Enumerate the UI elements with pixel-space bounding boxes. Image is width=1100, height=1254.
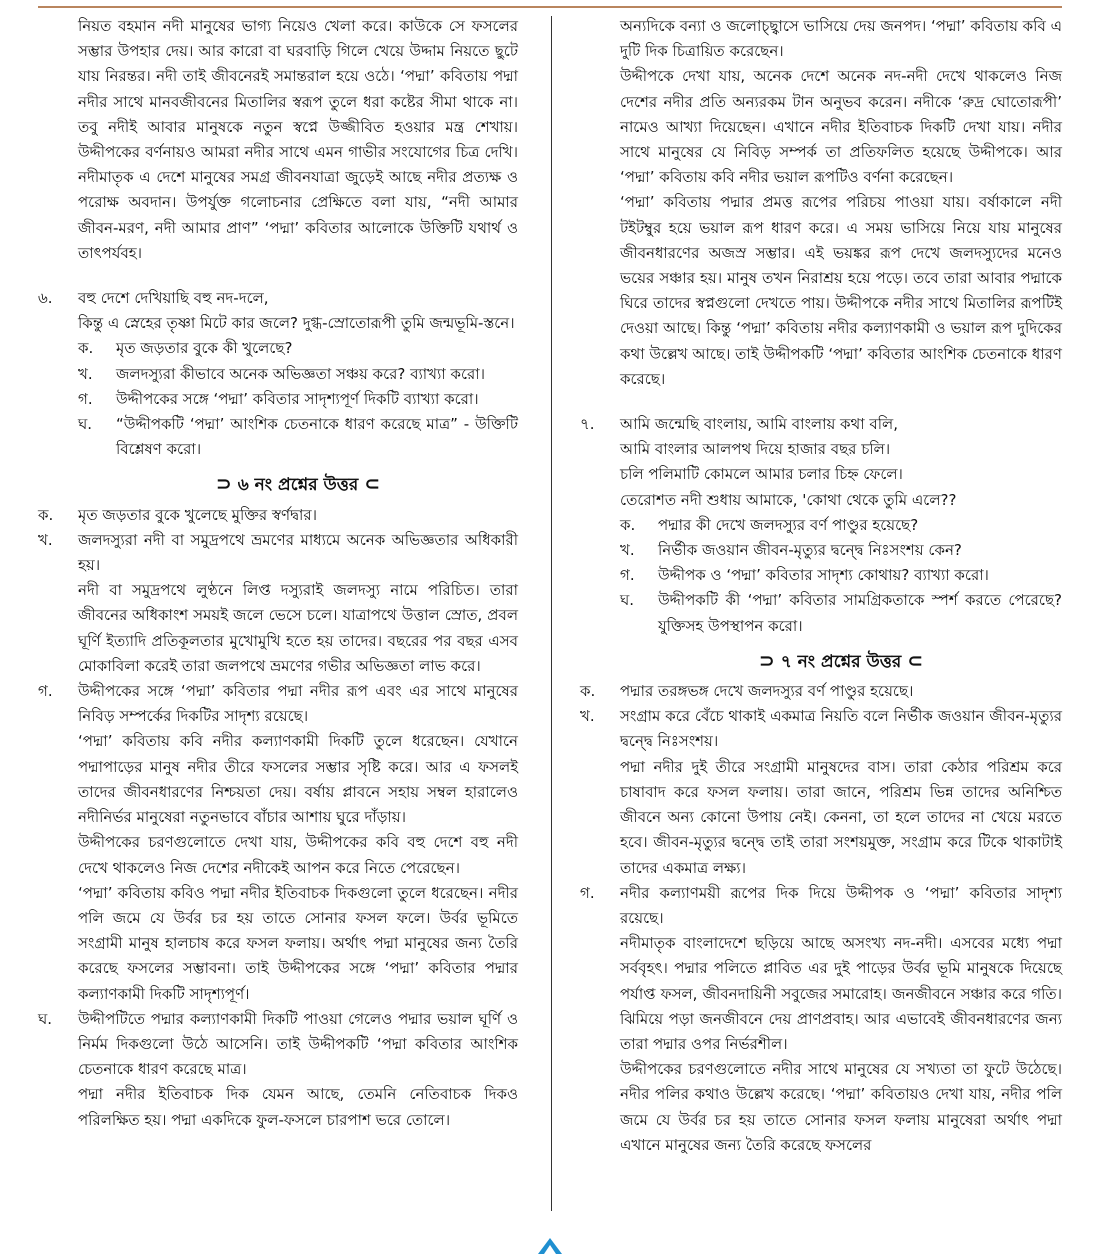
answer-ga <box>580 881 1062 1158</box>
question-7 <box>580 412 1062 513</box>
sub-text: মৃত জড়তার বুকে কী খুলেছে? <box>116 339 293 358</box>
answer-label: ক. <box>580 682 596 701</box>
sub-question <box>38 387 518 412</box>
left-bracket-icon: ⊃ <box>758 649 775 672</box>
answer-paragraph: ‘পদ্মা’ কবিতায় কবি নদীর কল্যাণকামী দিকটি তুলে ধরেছেন। যেখানে পদ্মাপাড়ের মানুষ নদীর তীরে ফসলের সম্ভার সৃষ্টি করে। আর এ ফসলই তাদের জীবনধারণের নিশ্চয়তা দেয়। বর্ষায় প্লাবনে সহায় সম্বল হারালেও নদীনির্ভর মানুষেরা নতুনভাবে বাঁচার আশায় ঘুরে দাঁড়ায়। <box>78 732 518 827</box>
right-bracket-icon: ⊂ <box>364 473 381 496</box>
sub-question <box>38 362 518 387</box>
answer-paragraph: পদ্মা নদীর দুই তীরে সংগ্রামী মানুষদের বাস। তারা কেঠার পরিশ্রম করে চাষাবাদ করে ফসল ফলায়। তারা জানে, পরিশ্রম ভিন্ন তাদের অনিশ্চিত জীবনে অন্য কোনো উপায় নেই। কেননা, তা হলে তাদের না খেয়ে মরতে হবে। জীবন-মৃত্যুর দ্বন্দ্বে তাই তারা সংশয়মুক্ত, সংগ্রাম করে টিকে থাকাটাই তাদের একমাত্র লক্ষ্য। <box>620 757 1062 877</box>
left-column <box>38 14 518 1133</box>
sub-text: উদ্দীপক ও ‘পদ্মা’ কবিতার সাদৃশ্য কোথায়? ব্যাখ্যা করো। <box>658 566 989 585</box>
column-divider <box>551 16 552 1211</box>
answer-paragraph: নদী বা সমুদ্রপথে লুণ্ঠনে লিপ্ত দস্যুরাই জলদস্যু নামে পরিচিত। তারা জীবনের অধিকাংশ সময়ই জলে ভেসে চলে। যাত্রাপথে উত্তাল স্রোত, প্রবল ঘূর্ণি ইত্যাদি প্রতিকূলতার মুখোমুখি হতে হয় তাদের। বছরের পর বছর এসব মোকাবিলা করেই তারা জলপথে ভ্রমণের গভীর অভিজ্ঞতা লাভ করে। <box>78 581 518 675</box>
right-bracket-icon: ⊂ <box>907 649 924 672</box>
answer-paragraph: ‘পদ্মা’ কবিতায় পদ্মার প্রমত্ত রূপের পরিচয় পাওয়া যায়। বর্ষাকালে নদী টইটম্বুর হয়ে ভয়াল রূপ ধারণ করে। এ সময় ভাসিয়ে নিয়ে যায় মানুষের জীবনধারণের অজস্র সম্ভার। এই ভয়ঙ্কর রূপ দেখে জলদস্যুদের মনেও ভয়ের সঞ্চার হয়। মানুষ তখন নিরাশ্রয় হয়ে পড়ে। তবে তারা আবার পদ্মাকে ঘিরে তাদের স্বপ্নগুলো দেখতে পায়। উদ্দীপকে নদীর সাথে মিতালির রূপটিই দেওয়া আছে। কিন্তু ‘পদ্মা’ কবিতায় নদীর কল্যাণকামী ও ভয়াল রূপ দুদিকের কথা উল্লেখ আছে। তাই উদ্দীপকটি ‘পদ্মা’ কবিতার আংশিক চেতনাকে ধারণ করেছে। <box>620 193 1062 388</box>
answer-text: জলদস্যুরা নদী বা সমুদ্রপথে ভ্রমণের মাধ্যমে অনেক অভিজ্ঞতার অধিকারী হয়। <box>78 530 518 575</box>
sub-text: নির্ভীক জওয়ান জীবন-মৃত্যুর দ্বন্দ্বে নিঃসংশয় কেন? <box>658 541 962 560</box>
sub-label: গ. <box>78 389 93 408</box>
paragraph: নিয়ত বহমান নদী মানুষের ভাগ্য নিয়েও খেলা করে। কাউকে সে ফসলের সম্ভার উপহার দেয়। আর কারো বা ঘরবাড়ি গিলে খেয়ে উদ্দাম নিয়তে ছুটে যায় নিরন্তর। নদী তাই জীবনেরই সমান্তরাল হয়ে ওঠে। ‘পদ্মা’ কবিতায় পদ্মা নদীর সাথে মানবজীবনের মিতালির স্বরূপ তুলে ধরা কষ্টের সীমা থাকে না। তবু নদীই আবার মানুষকে নতুন স্বপ্নে উজ্জীবিত হওয়ার মন্ত্র শেখায়। উদ্দীপকের বর্ণনায়ও আমরা নদীর সাথে এমন গাভীর সংযোগের চিত্র দেখি। নদীমাতৃক এ দেশে মানুষের সমগ্র জীবনযাত্রা জুড়েই আছে নদীর প্রত্যক্ষ ও পরোক্ষ অবদান। উপর্যুক্ত গলোচনার প্রেক্ষিতে বলা যায়, “নদী আমার জীবন-মরণ, নদী আমার প্রাণ” ‘পদ্মা’ কবিতার আলোকে উক্তিটি যথার্থ ও তাৎপর্যবহ। <box>78 17 518 262</box>
answer-ka <box>580 679 1062 704</box>
sub-question <box>580 513 1062 538</box>
answer-text: নদীর কল্যাণময়ী রূপের দিক দিয়ে উদ্দীপক ও ‘পদ্মা’ কবিতার সাদৃশ্য রয়েছে। <box>620 883 1062 927</box>
publisher-logo-icon <box>536 1236 564 1254</box>
sub-label: খ. <box>78 364 93 383</box>
stimulus-line: আমি বাংলার আলপথ দিয়ে হাজার বছর চলি। <box>620 440 891 459</box>
answer-label: ঘ. <box>38 1009 53 1028</box>
sub-question <box>580 588 1062 638</box>
answer-heading-6 <box>78 472 518 498</box>
answer-paragraph: উদ্দীপকে দেখা যায়, অনেক দেশে অনেক নদ-নদী দেখে থাকলেও নিজ দেশের নদীর প্রতি অন্যরকম টান অনুভব করেন। নদীকে ‘রুদ্র ঘোতোরূপী’ নামেও আখ্যা দিয়েছেন। এখানে নদীর ইতিবাচক দিকটি দেখা যায়। নদীর সাথে মানুষের যে নিবিড় সম্পর্ক তা প্রতিফলিত হয়েছে উদ্দীপকে। আর ‘পদ্মা’ কবিতায় কবি নদীর ভয়াল রূপটিও বর্ণনা করেছেন। <box>620 67 1062 187</box>
answer-paragraph: উদ্দীপকের চরণগুলোতে নদীর সাথে মানুষের যে সখ্যতা তা ফুটে উঠেছে। নদীর পলির কথাও উল্লেখ করেছে। ‘পদ্মা’ কবিতায়ও দেখা যায়, নদীর পলি জমে যে উর্বর চর হয় তাতে সোনার ফসল ফলায় মানুষেরা অর্থাৎ পদ্মা এখানে মানুষের জন্য তৈরি করেছে ফসলের <box>620 1060 1062 1154</box>
answer-label: গ. <box>580 883 595 902</box>
sub-text: পদ্মার কী দেখে জলদস্যুর বর্ণ পাণ্ডুর হয়েছে? <box>658 515 919 534</box>
sub-label: খ. <box>620 541 635 560</box>
question-6 <box>38 286 518 336</box>
sub-text: জলদস্যুরা কীভাবে অনেক অভিজ্ঞতা সঞ্চয় করে? ব্যাখ্যা করো। <box>116 364 485 383</box>
top-rule <box>38 6 1062 8</box>
sub-question <box>580 538 1062 563</box>
sub-label: ক. <box>620 515 636 534</box>
answer-label: ক. <box>38 505 54 524</box>
sub-question <box>38 412 518 462</box>
sub-text: “উদ্দীপকটি ‘পদ্মা’ আংশিক চেতনাকে ধারণ করেছে মাত্র” - উক্তিটি বিশ্লেষণ করো। <box>116 415 518 459</box>
answer-paragraph: ‘পদ্মা’ কবিতায় কবিও পদ্মা নদীর ইতিবাচক দিকগুলো তুলে ধরেছেন। নদীর পলি জমে যে উর্বর চর হয় তাতে সোনার ফসল ফলে। উর্বর ভূমিতে সংগ্রামী মানুষ হালচাষ করে ফসল ফলায়। অর্থাৎ পদ্মা মানুষের জন্য তৈরি করেছে ফসলের সম্ভাবনা। তাই উদ্দীপকের সঙ্গে ‘পদ্মা’ কবিতার পদ্মার কল্যাণকামী দিকটি সাদৃশ্যপূর্ণ। <box>78 883 518 1003</box>
sub-label: গ. <box>620 566 635 585</box>
sub-question <box>38 336 518 361</box>
answer-label: গ. <box>38 682 53 701</box>
sub-text: উদ্দীপকের সঙ্গে ‘পদ্মা’ কবিতার সাদৃশ্যপূর্ণ দিকটি ব্যাখ্যা করো। <box>116 389 479 408</box>
answer-paragraph: অন্যদিকে বন্যা ও জলোচ্ছ্বাসে ভাসিয়ে দেয় জনপদ। ‘পদ্মা’ কবিতায় কবি এ দুটি দিক চিত্রায়িত করেছেন। <box>620 17 1062 61</box>
sub-label: ঘ. <box>620 591 635 610</box>
answer-text: উদ্দীপটিতে পদ্মার কল্যাণকামী দিকটি পাওয়া গেলেও পদ্মার ভয়াল ঘূর্ণি ও নির্মম দিকগুলো উঠে আসেনি। তাই উদ্দীপকটি ‘পদ্মা কবিতার আংশিক চেতনাকে ধারণ করেছে মাত্র। <box>78 1009 518 1079</box>
answer-paragraph: উদ্দীপকের চরণগুলোতে দেখা যায়, উদ্দীপকের কবি বহু দেশে বহু নদী দেখে থাকলেও নিজ দেশের নদীকেই আপন করে নিতে পেরেছেন। <box>78 833 518 877</box>
answer-text: মৃত জড়তার বুকে খুলেছে মুক্তির স্বর্ণদ্বার। <box>78 505 317 524</box>
question-number: ৬. <box>38 289 53 308</box>
sub-question <box>580 563 1062 588</box>
stimulus-line: কিন্তু এ স্নেহের তৃষ্ণা মিটে কার জলে? দুগ্ধ-স্রোতোরূপী তুমি জন্মভূমি-স্তনে। <box>78 314 515 333</box>
answer-text: পদ্মার তরঙ্গভঙ্গ দেখে জলদস্যুর বর্ণ পাণ্ডুর হয়েছে। <box>620 682 914 701</box>
sub-label: ক. <box>78 339 94 358</box>
answer-kha <box>38 528 518 679</box>
answer-paragraph: নদীমাতৃক বাংলাদেশে ছড়িয়ে আছে অসংখ্য নদ-নদী। এসবের মধ্যে পদ্মা সর্ববৃহৎ। পদ্মার পলিতে প্লাবিত এর দুই পাড়ের উর্বর ভূমি মানুষকে দিয়েছে পর্যাপ্ত ফসল, জীবনদায়িনী সবুজের সমারোহ। জনজীবনে সঞ্চার করে গতি। ঝিমিয়ে পড়া জনজীবনে দেয় প্রাণপ্রবাহ। আর এভাবেই জীবনধারণের জন্য তারা পদ্মার ওপর নির্ভরশীল। <box>620 934 1062 1053</box>
answer-text: সংগ্রাম করে বেঁচে থাকাই একমাত্র নিয়তি বলে নির্ভীক জওয়ান জীবন-মৃত্যুর দ্বন্দ্বে নিঃসংশয়। <box>620 707 1062 751</box>
answer-ka <box>38 503 518 528</box>
answer-label: খ. <box>38 530 53 549</box>
heading-text: ৬ নং প্রশ্নের উত্তর <box>237 475 359 496</box>
stimulus-line: বহু দেশে দেখিয়াছি বহু নদ-দলে, <box>78 289 269 308</box>
answer-heading-7 <box>620 649 1062 675</box>
answer-text: উদ্দীপকের সঙ্গে ‘পদ্মা’ কবিতার পদ্মা নদীর রূপ এবং এর সাথে মানুষের নিবিড় সম্পর্কের দিকটির সাদৃশ্য রয়েছে। <box>78 682 518 726</box>
sub-text: উদ্দীপকটি কী ‘পদ্মা’ কবিতার সামগ্রিকতাকে স্পর্শ করতে পেরেছে? যুক্তিসহ উপস্থাপন করো। <box>658 591 1062 635</box>
continued-answer <box>580 14 1062 392</box>
sub-label: ঘ. <box>78 415 93 434</box>
left-bracket-icon: ⊃ <box>215 473 232 496</box>
stimulus-line: আমি জন্মেছি বাংলায়, আমি বাংলায় কথা বলি, <box>620 415 898 434</box>
answer-ga <box>38 679 518 1007</box>
heading-text: ৭ নং প্রশ্নের উত্তর <box>780 651 902 672</box>
answer-label: খ. <box>580 707 595 726</box>
answer-paragraph: পদ্মা নদীর ইতিবাচক দিক যেমন আছে, তেমনি নেতিবাচক দিকও পরিলক্ষিত হয়। পদ্মা একদিকে ফুল-ফসলে চারপাশ ভরে তোলে। <box>78 1085 518 1129</box>
answer-gha <box>38 1007 518 1133</box>
stimulus-line: তেরোশত নদী শুধায় আমাকে, 'কোথা থেকে তুমি এলে?? <box>620 490 957 509</box>
right-column <box>580 14 1062 1158</box>
stimulus-line: চলি পলিমাটি কোমলে আমার চলার চিহ্ন ফেলে। <box>620 465 903 484</box>
question-number: ৭. <box>580 415 595 434</box>
answer-kha <box>580 704 1062 880</box>
